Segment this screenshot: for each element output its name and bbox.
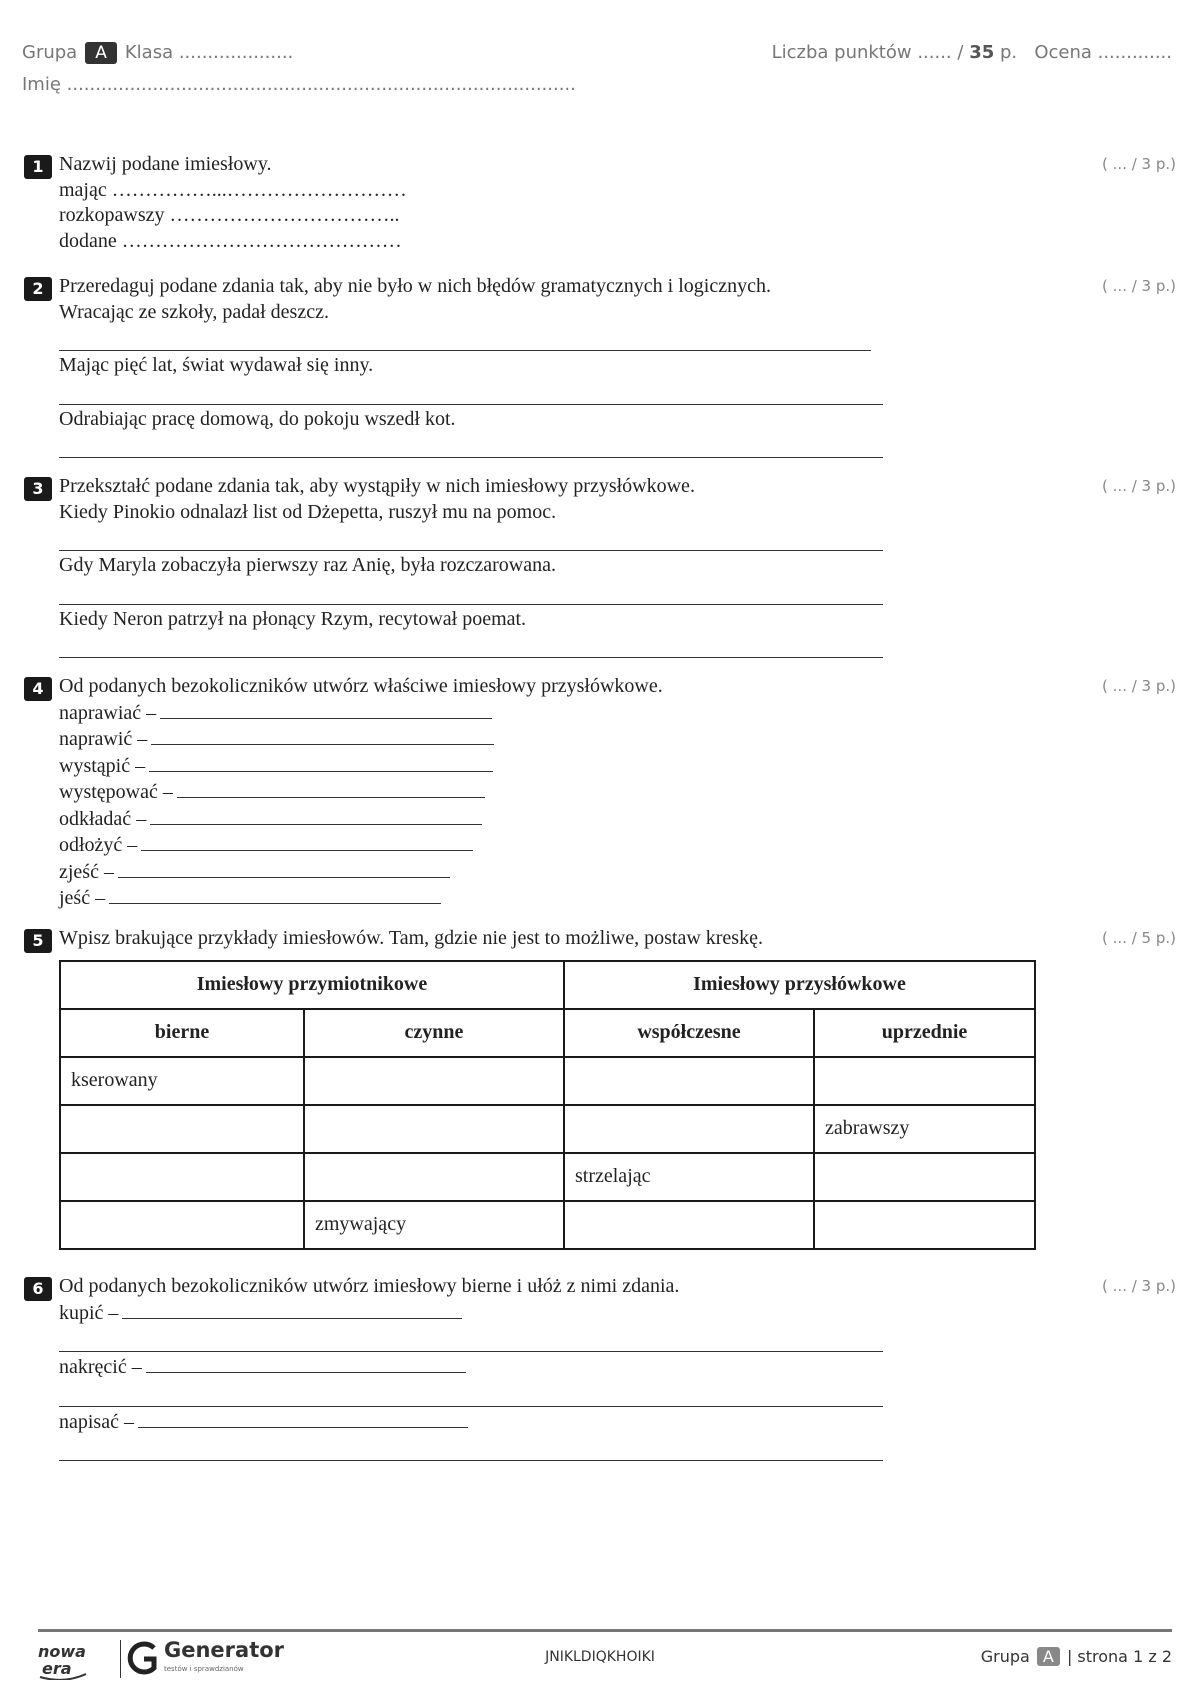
table-cell[interactable] — [564, 1105, 814, 1153]
footer-grupa-badge: A — [1037, 1647, 1060, 1666]
table-cell[interactable] — [814, 1201, 1035, 1249]
column-header: bierne — [60, 1009, 304, 1057]
footer-page-info — [981, 1647, 1172, 1666]
generator-subtitle: testów i sprawdzianów — [164, 1665, 244, 1673]
header-left — [22, 42, 293, 64]
table-row — [60, 1201, 1035, 1249]
ocena-field: Ocena ............. — [1034, 42, 1172, 63]
answer-line[interactable] — [59, 325, 871, 351]
item-label: kupić – — [59, 1301, 119, 1324]
table-cell[interactable] — [304, 1153, 564, 1201]
answer-line[interactable] — [59, 379, 883, 405]
answer-blank[interactable] — [109, 885, 441, 904]
page-number: | strona 1 z 2 — [1066, 1647, 1172, 1666]
task-number: 6 — [24, 1277, 52, 1301]
task-instruction: Nazwij podane imiesłowy. — [59, 153, 272, 175]
sentence: Gdy Maryla zobaczyła pierwszy raz Anię, była rozczarowana. — [59, 554, 556, 576]
table-cell[interactable] — [564, 1057, 814, 1105]
svg-text:era: era — [42, 1659, 72, 1678]
task-number: 5 — [24, 929, 52, 953]
footer-grupa-label: Grupa — [980, 1647, 1030, 1666]
list-item — [59, 726, 1176, 753]
answer-blank[interactable] — [150, 806, 482, 825]
task-instruction: Od podanych bezokoliczników utwórz właściwe imiesłowy przysłówkowe. — [59, 675, 663, 697]
task-1 — [24, 152, 1176, 254]
task-points: ( ... / 3 p.) — [1102, 477, 1176, 495]
table-cell[interactable]: zabrawszy — [814, 1105, 1035, 1153]
generator-title: Generator — [164, 1638, 285, 1662]
table-row — [60, 1105, 1035, 1153]
item-label: napisać – — [59, 1410, 134, 1433]
sentence: Kiedy Pinokio odnalazł list od Dżepetta, ruszył mu na pomoc. — [59, 500, 557, 523]
participles-table — [59, 960, 1036, 1250]
sentence: Mając pięć lat, świat wydawał się inny. — [59, 354, 374, 376]
list-item: dodane …………………………………… — [59, 229, 402, 252]
task-instruction: Przekształć podane zdania tak, aby wystąpiły w nich imiesłowy przysłówkowe. — [59, 475, 695, 497]
table-cell[interactable]: strzelając — [564, 1153, 814, 1201]
answer-line[interactable] — [59, 632, 883, 658]
answer-line[interactable] — [59, 432, 883, 458]
task-instruction: Przeredaguj podane zdania tak, aby nie było w nich błędów gramatycznych i logicznych. — [59, 275, 771, 297]
table-cell[interactable]: zmywający — [304, 1201, 564, 1249]
item-label: nakręcić – — [59, 1356, 142, 1378]
answer-line[interactable] — [59, 1326, 883, 1352]
document-code: JNIKLDIQKHOIKI — [545, 1649, 655, 1665]
answer-blank[interactable] — [141, 832, 473, 851]
item-label: odkładać – — [59, 807, 147, 830]
answer-blank[interactable] — [177, 779, 485, 798]
table-cell[interactable] — [564, 1201, 814, 1249]
list-item — [59, 1409, 1176, 1436]
sentence: Odrabiając pracę domową, do pokoju wszedł kot. — [59, 407, 456, 430]
list-item — [59, 1300, 1176, 1327]
list-item — [59, 700, 1176, 727]
item-label: naprawić – — [59, 728, 148, 750]
task-number: 4 — [24, 677, 52, 701]
list-item — [59, 832, 1176, 859]
klasa-field: Klasa .................... — [124, 42, 294, 63]
item-label: odłożyć – — [59, 834, 138, 856]
punkty-suffix: p. — [999, 42, 1018, 63]
table-row — [60, 1153, 1035, 1201]
task-2 — [24, 274, 1176, 460]
answer-blank[interactable] — [138, 1409, 468, 1428]
task-points: ( ... / 3 p.) — [1102, 1277, 1176, 1295]
punkty-label: Liczba punktów ...... / — [771, 42, 964, 63]
sentence: Wracając ze szkoły, padał deszcz. — [59, 300, 329, 323]
table-cell[interactable]: kserowany — [60, 1057, 304, 1105]
table-cell[interactable] — [60, 1201, 304, 1249]
task-points: ( ... / 3 p.) — [1102, 155, 1176, 173]
task-points: ( ... / 3 p.) — [1102, 677, 1176, 695]
answer-line[interactable] — [59, 525, 883, 551]
column-header: czynne — [304, 1009, 564, 1057]
list-item — [59, 779, 1176, 806]
group-header: Imiesłowy przymiotnikowe — [60, 961, 564, 1009]
punkty-max: 35 — [969, 42, 995, 63]
table-cell[interactable] — [814, 1153, 1035, 1201]
imie-field: Imię ......................................................................................... — [22, 74, 576, 95]
task-points: ( ... / 3 p.) — [1102, 277, 1176, 295]
list-item — [59, 806, 1176, 833]
list-item: rozkopawszy …………………………….. — [59, 204, 400, 226]
task-number: 2 — [24, 277, 52, 301]
task-4 — [24, 674, 1176, 912]
table-cell[interactable] — [304, 1105, 564, 1153]
task-points: ( ... / 5 p.) — [1102, 929, 1176, 947]
sentence: Kiedy Neron patrzył na płonący Rzym, recytował poemat. — [59, 607, 527, 630]
item-label: jeść – — [59, 887, 106, 909]
task-3 — [24, 474, 1176, 660]
answer-line[interactable] — [59, 1381, 883, 1407]
task-6 — [24, 1274, 1176, 1463]
list-item — [59, 859, 1176, 886]
task-instruction: Od podanych bezokoliczników utwórz imiesłowy bierne i ułóż z nimi zdania. — [59, 1275, 680, 1297]
task-instruction: Wpisz brakujące przykłady imiesłowów. Tam, gdzie nie jest to możliwe, postaw kreskę. — [59, 927, 763, 949]
grupa-badge: A — [85, 42, 117, 64]
table-cell[interactable] — [60, 1105, 304, 1153]
list-item: mając ……………...……………………… — [59, 178, 407, 201]
task-number: 3 — [24, 477, 52, 501]
table-cell[interactable] — [304, 1057, 564, 1105]
footer-divider — [38, 1629, 1172, 1632]
answer-blank[interactable] — [122, 1300, 462, 1319]
grupa-label: Grupa — [22, 42, 78, 63]
list-item — [59, 1354, 1176, 1381]
column-header: współczesne — [564, 1009, 814, 1057]
header-right — [772, 42, 1172, 63]
item-label: wystąpić – — [59, 754, 146, 777]
item-label: naprawiać – — [59, 701, 157, 724]
answer-blank[interactable] — [146, 1354, 466, 1373]
answer-line[interactable] — [59, 579, 883, 605]
group-header: Imiesłowy przysłówkowe — [564, 961, 1035, 1009]
item-label: występować – — [59, 781, 173, 803]
answer-line[interactable] — [59, 1435, 883, 1461]
answer-blank[interactable] — [118, 859, 450, 878]
table-cell[interactable] — [60, 1153, 304, 1201]
task-5 — [24, 926, 1176, 1250]
answer-blank[interactable] — [151, 726, 494, 745]
svg-text:nowa: nowa — [38, 1642, 86, 1661]
table-cell[interactable] — [814, 1057, 1035, 1105]
list-item — [59, 885, 1176, 912]
answer-blank[interactable] — [149, 753, 493, 772]
task-number: 1 — [24, 155, 52, 179]
answer-blank[interactable] — [160, 700, 492, 719]
item-label: zjeść – — [59, 860, 114, 883]
table-row — [60, 1057, 1035, 1105]
column-header: uprzednie — [814, 1009, 1035, 1057]
list-item — [59, 753, 1176, 780]
